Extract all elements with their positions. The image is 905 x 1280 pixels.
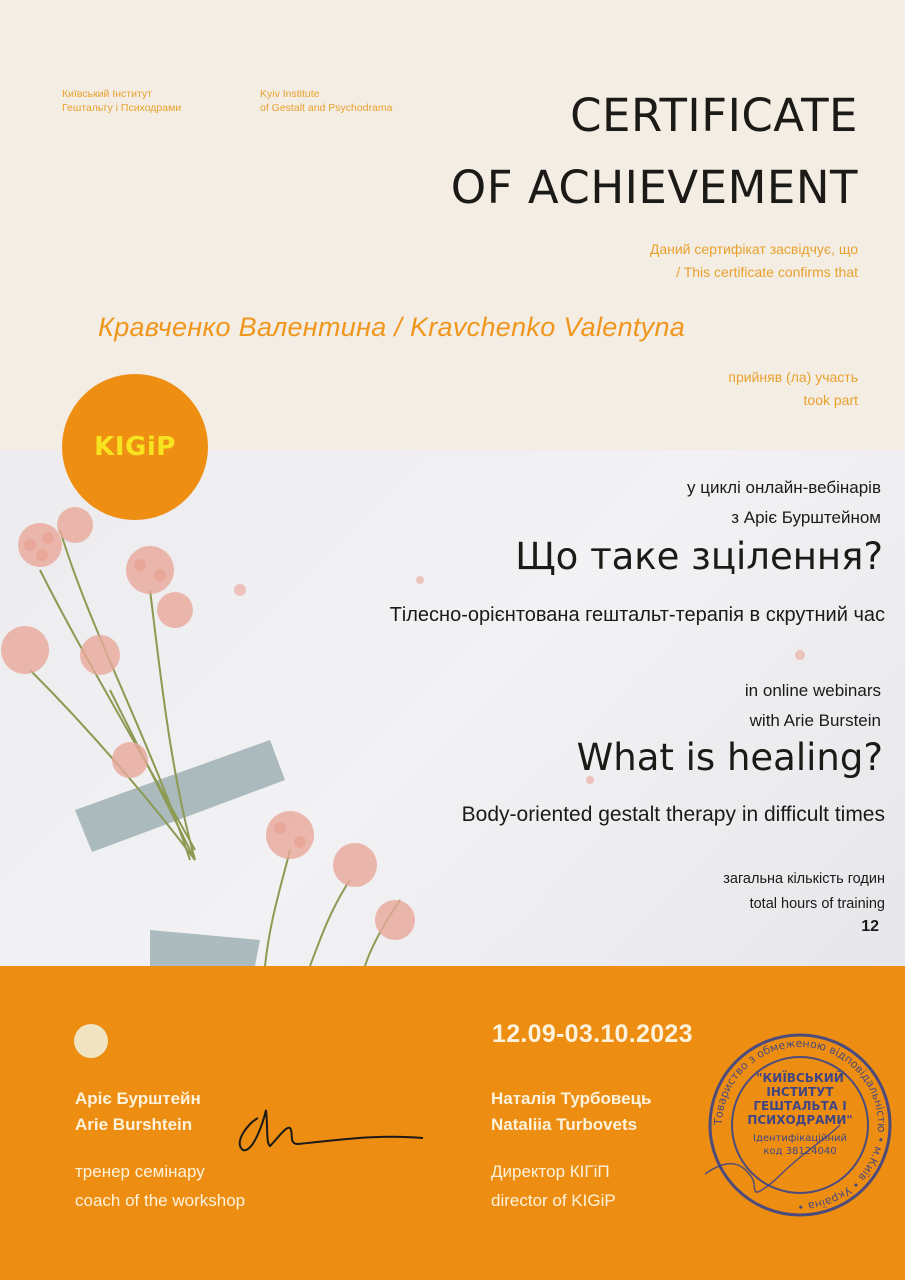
stamp-line4: ПСИХОДРАМИ" [747, 1113, 853, 1127]
institute-name-en-line2: of Gestalt and Psychodrama [260, 102, 393, 114]
series-ua-line2: з Аріє Бурштейном [731, 508, 881, 527]
director-role-en: director of KIGiP [491, 1191, 616, 1210]
trainer-name [75, 1086, 201, 1138]
certificate-title-line1: CERTIFICATE [570, 89, 858, 142]
series-ua-line1: у циклі онлайн-вебінарів [687, 478, 881, 497]
director-name [491, 1086, 652, 1138]
decorative-dot-icon [74, 1024, 108, 1058]
series-en-line2: with Arie Burstein [749, 711, 881, 730]
institute-name-ua-line2: Гештальту і Психодрами [62, 102, 182, 114]
kigip-logo [62, 374, 208, 520]
institute-name-ua [62, 87, 181, 115]
stamp-line1: "КИЇВСЬКИЙ [756, 1071, 844, 1085]
institute-name-en [260, 87, 393, 115]
hours-label-en: total hours of training [749, 896, 885, 912]
stamp-line6: код 38124040 [763, 1146, 837, 1157]
certificate-title-line2: OF ACHIEVEMENT [450, 161, 858, 214]
certificate-title [451, 80, 858, 224]
program-title-ua: Що таке зцілення? [515, 535, 883, 578]
kigip-logo-text: KIGiP [94, 432, 176, 462]
confirm-statement [650, 238, 858, 284]
series-description-ua [687, 473, 881, 533]
stamp-line2: ІНСТИТУТ [766, 1085, 834, 1099]
trainer-name-en: Arie Burshtein [75, 1115, 193, 1134]
director-role-ua: Директор КІГіП [491, 1162, 610, 1181]
recipient-name: Кравченко Валентина / Kravchenko Valentyna [98, 312, 686, 342]
trainer-signature-icon [228, 1098, 428, 1158]
hours-label-ua: загальна кількість годин [723, 871, 885, 887]
training-hours-value: 12 [861, 918, 879, 935]
training-hours-label [723, 867, 885, 917]
trainer-role-en: coach of the workshop [75, 1191, 246, 1210]
confirm-statement-ua: Даний сертифікат засвідчує, що [649, 241, 858, 257]
stamp-line3: ГЕШТАЛЬТА І [753, 1099, 847, 1113]
workshop-dates: 12.09-03.10.2023 [492, 1020, 693, 1048]
series-description-en [745, 676, 881, 736]
series-en-line1: in online webinars [744, 681, 881, 700]
took-part-en: took part [803, 392, 858, 408]
program-subtitle-ua: Тілесно-орієнтована гештальт-терапія в скрутний час [389, 604, 885, 626]
stamp-line5: Ідентифікаційний [753, 1133, 847, 1144]
confirm-statement-en: / This certificate confirms that [676, 264, 858, 280]
director-name-ua: Наталія Турбовець [491, 1089, 652, 1108]
tape-strip-icon [75, 740, 285, 966]
program-title-en: What is healing? [576, 736, 883, 779]
flower-stems-icon [30, 530, 400, 966]
trainer-role [75, 1157, 245, 1215]
director-role [491, 1157, 616, 1215]
director-name-en: Nataliia Turbovets [491, 1115, 638, 1134]
stamp-ring-text: Товариство з обмеженою відповідальністю • м.Київ • Україна • [711, 1036, 889, 1214]
institute-stamp-icon [705, 1010, 895, 1240]
institute-name-en-line1: Kyiv Institute [260, 88, 320, 100]
trainer-name-ua: Аріє Бурштейн [75, 1089, 201, 1108]
program-subtitle-en: Body-oriented gestalt therapy in difficult times [461, 803, 885, 826]
institute-name-ua-line1: Київський Інститут [62, 88, 152, 100]
trainer-role-ua: тренер семінару [75, 1162, 205, 1181]
took-part-statement [728, 366, 858, 412]
took-part-ua: прийняв (ла) участь [728, 369, 858, 385]
